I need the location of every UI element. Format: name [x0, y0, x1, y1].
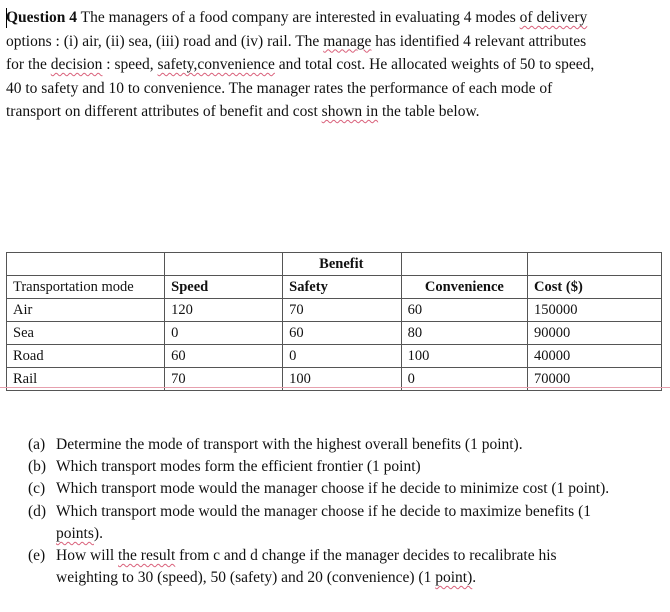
spell-flag[interactable]: of delivery — [519, 9, 588, 26]
list-item: (e) How will the result from c and d change if the manager decides to recalibrate his weighting to 30 (speed), 50 (safety) and 20 (convenience) (1 point). — [28, 547, 557, 587]
question-paragraph: Question 4 The managers of a food company are interested in evaluating 4 modes of delivery options : (i) air, (ii) sea, (iii) road and (iv) rail. The manage has identified 4 relevant attributes for the decision : speed, safety,convenience and total cost. He allocated weights of 50 to speed, 40 to safety and 10 to convenience. The manager rates the performance of each mode of transport on different attributes of benefit and cost shown in the table below. — [6, 9, 595, 120]
table-header-row — [7, 276, 662, 299]
list-item: (a) Determine the mode of transport with the highest overall benefits (1 point). — [28, 436, 523, 453]
benefit-group-header: Benefit — [283, 253, 402, 276]
list-item: (d) Which transport mode would the manager choose if he decide to maximize benefits (1 points). — [28, 502, 591, 542]
divider — [0, 387, 670, 388]
spell-flag[interactable]: manage — [323, 32, 372, 50]
subquestion-list — [28, 434, 664, 589]
question-label: Question 4 — [6, 9, 78, 26]
column-header: Cost ($) — [528, 276, 662, 299]
spell-flag[interactable]: the result — [118, 547, 176, 565]
column-header: Safety — [283, 276, 402, 299]
spell-flag[interactable]: decision — [50, 56, 103, 73]
spell-flag[interactable]: points — [56, 524, 94, 542]
list-item: (b) Which transport modes form the efficient frontier (1 point) — [28, 458, 421, 476]
attribute-table — [6, 252, 662, 391]
table-row: Sea 0 60 80 90000 — [7, 322, 662, 345]
table-row: Air 120 70 60 150000 — [7, 299, 662, 322]
table-row: Road 60 0 100 40000 — [7, 345, 662, 368]
column-header: Transportation mode — [7, 276, 165, 299]
column-header: Convenience — [401, 276, 527, 299]
table-row: Rail 70 100 0 70000 — [7, 368, 662, 391]
list-item: (c) Which transport mode would the manager choose if he decide to minimize cost (1 point). — [28, 480, 610, 498]
spell-flag[interactable]: point) — [435, 569, 473, 587]
table-group-header-row — [7, 253, 662, 276]
column-header: Speed — [165, 276, 283, 299]
spell-flag[interactable]: shown in — [321, 103, 379, 120]
spell-flag[interactable]: safety,convenience — [157, 56, 275, 73]
